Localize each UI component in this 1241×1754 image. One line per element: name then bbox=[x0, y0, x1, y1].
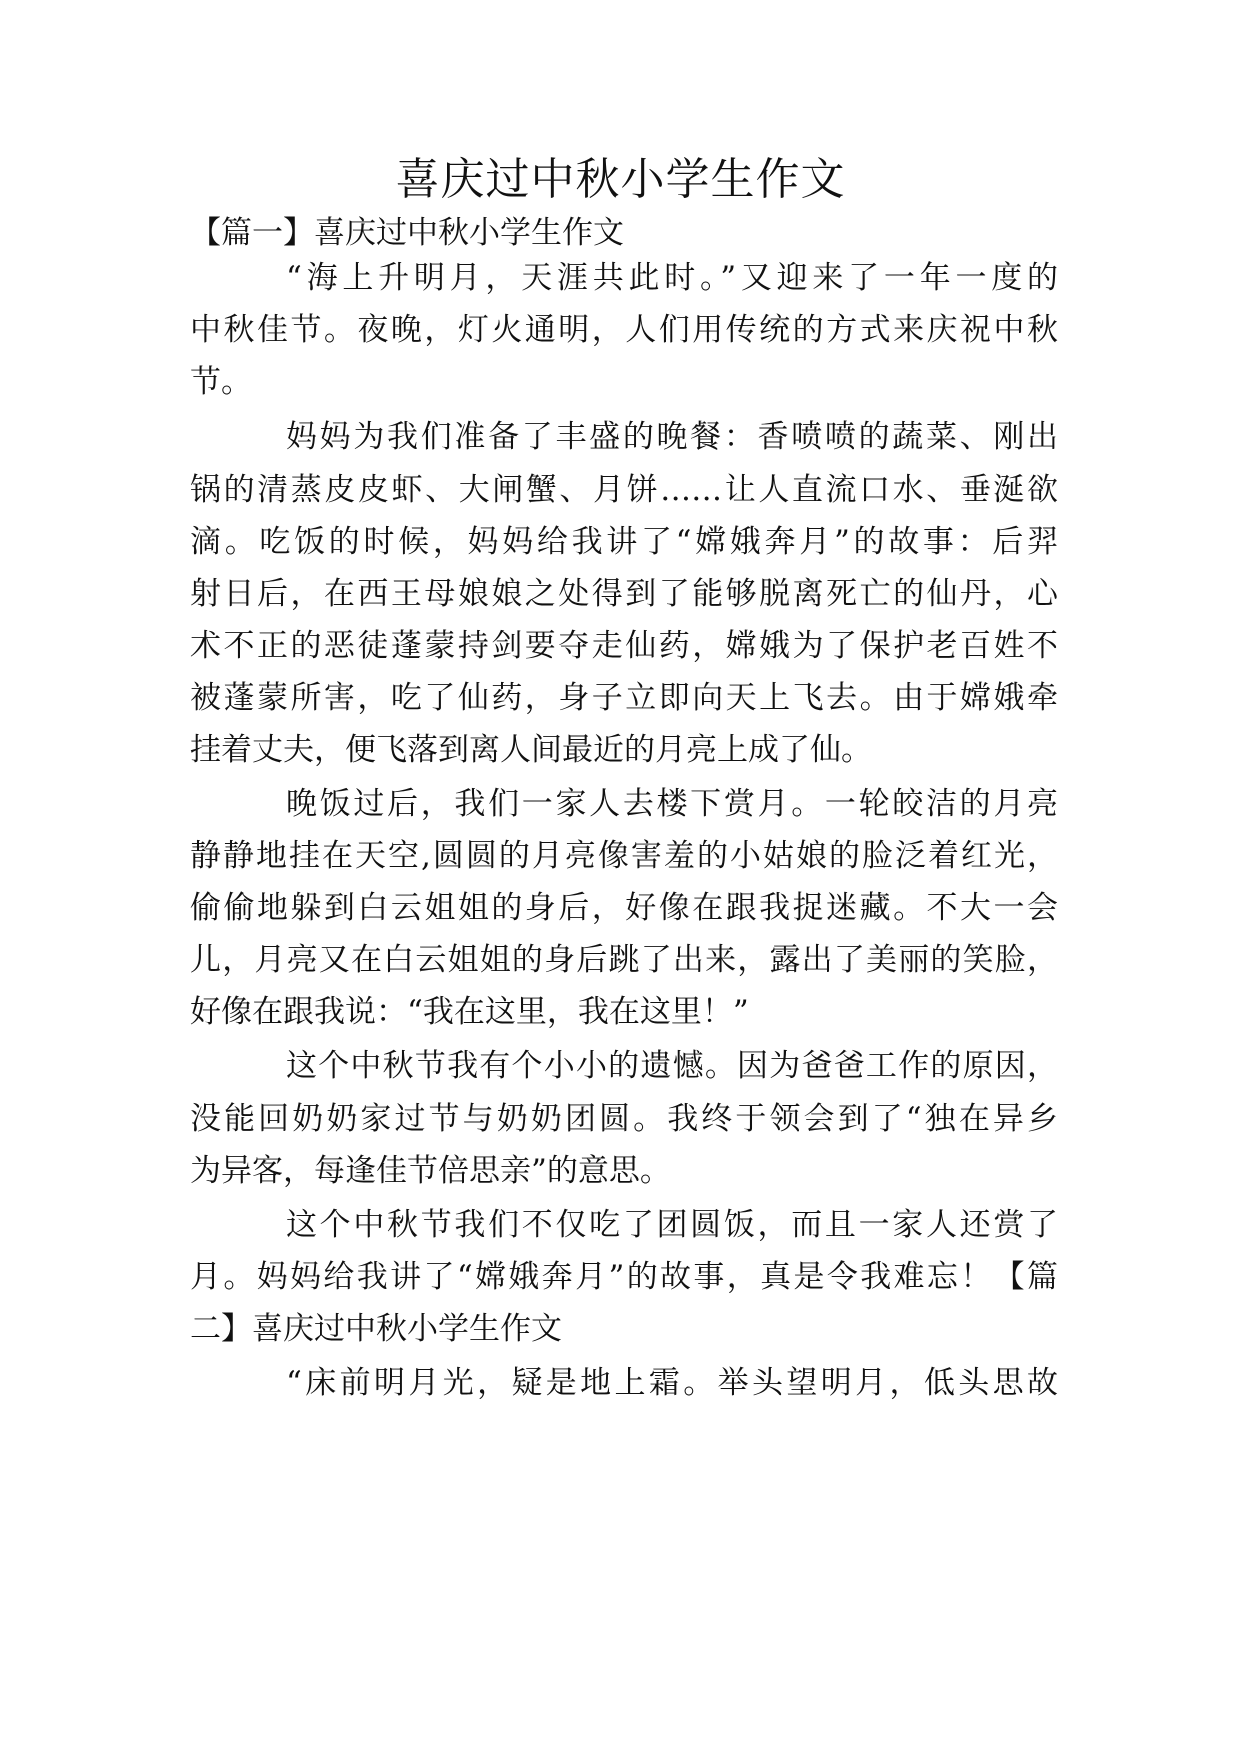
paragraph-line: 好像在跟我说：“我在这里，我在这里！” bbox=[190, 994, 749, 1030]
paragraph-line: 为异客，每逢佳节倍思亲”的意思。 bbox=[190, 1153, 671, 1189]
paragraph-line: 锅的清蒸皮皮虾、大闸蟹、月饼……让人直流口水、垂涎欲 bbox=[190, 472, 1058, 508]
paragraph-line: 没能回奶奶家过节与奶奶团圆。我终于领会到了“独在异乡 bbox=[190, 1101, 1058, 1137]
paragraph-line: 节。 bbox=[190, 364, 252, 400]
paragraph-line: 这个中秋节我有个小小的遗憾。因为爸爸工作的原因， bbox=[286, 1048, 1058, 1084]
paragraph-line: 儿，月亮又在白云姐姐的身后跳了出来，露出了美丽的笑脸， bbox=[190, 942, 1058, 978]
paragraph-line: 月。妈妈给我讲了“嫦娥奔月”的故事，真是令我难忘！【篇 bbox=[190, 1259, 1058, 1295]
document-title: 喜庆过中秋小学生作文 bbox=[395, 154, 846, 205]
paragraph-line: 晚饭过后，我们一家人去楼下赏月。一轮皎洁的月亮 bbox=[286, 786, 1058, 822]
paragraph-line: 被蓬蒙所害，吃了仙药，身子立即向天上飞去。由于嫦娥牵 bbox=[190, 680, 1058, 716]
section-heading-1: 【篇一】喜庆过中秋小学生作文 bbox=[190, 215, 624, 251]
paragraph-line: 挂着丈夫，便飞落到离人间最近的月亮上成了仙。 bbox=[190, 732, 872, 768]
paragraph-line: 射日后，在西王母娘娘之处得到了能够脱离死亡的仙丹，心 bbox=[190, 576, 1058, 612]
paragraph-line: 这个中秋节我们不仅吃了团圆饭，而且一家人还赏了 bbox=[286, 1207, 1058, 1243]
paragraph-line: 中秋佳节。夜晚，灯火通明，人们用传统的方式来庆祝中秋 bbox=[190, 312, 1058, 348]
paragraph-line: 偷偷地躲到白云姐姐的身后，好像在跟我捉迷藏。不大一会 bbox=[190, 890, 1058, 926]
paragraph-line: “床前明月光，疑是地上霜。举头望明月，低头思故 bbox=[286, 1365, 1058, 1401]
paragraph-line: 滴。吃饭的时候，妈妈给我讲了“嫦娥奔月”的故事：后羿 bbox=[190, 524, 1058, 560]
paragraph-line: “海上升明月，天涯共此时。”又迎来了一年一度的 bbox=[286, 260, 1058, 296]
paragraph-line: 术不正的恶徒蓬蒙持剑要夺走仙药，嫦娥为了保护老百姓不 bbox=[190, 628, 1058, 664]
paragraph-line: 静静地挂在天空,圆圆的月亮像害羞的小姑娘的脸泛着红光， bbox=[190, 838, 1058, 874]
section-heading-2: 二】喜庆过中秋小学生作文 bbox=[190, 1311, 562, 1347]
paragraph-line: 妈妈为我们准备了丰盛的晚餐：香喷喷的蔬菜、刚出 bbox=[286, 419, 1058, 455]
